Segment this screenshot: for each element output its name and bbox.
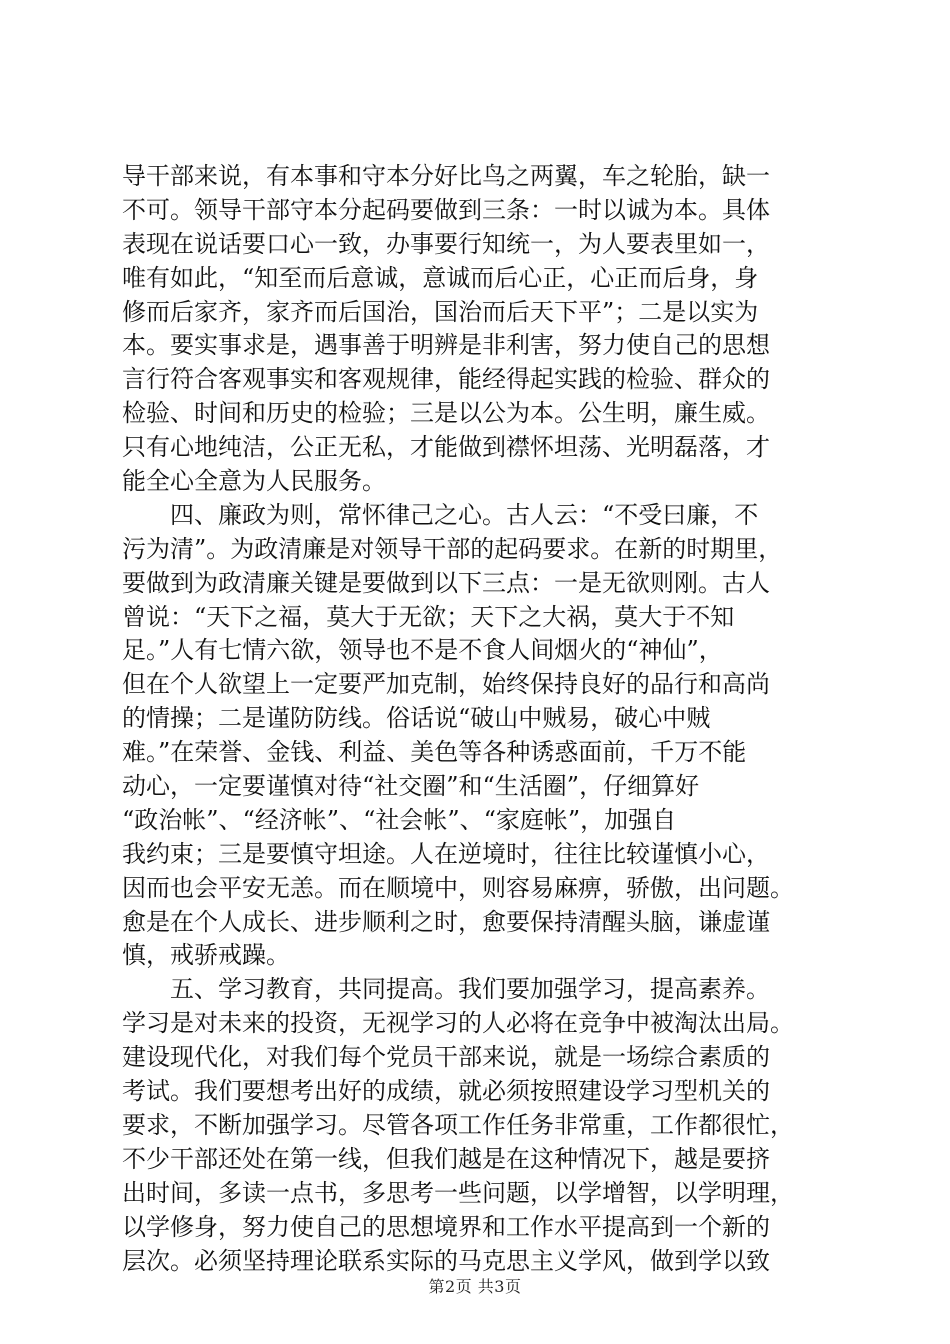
- text-line: 唯有如此，“知至而后意诚，意诚而后心正，心正而后身，身: [122, 263, 759, 292]
- text-line: 四、廉政为则，常怀律己之心。古人云：“不受曰廉，不: [122, 500, 759, 529]
- text-line: 以学修身，努力使自己的思想境界和工作水平提高到一个新的: [122, 1212, 770, 1241]
- text-line: 要做到为政清廉关键是要做到以下三点：一是无欲则刚。古人: [122, 568, 770, 597]
- text-line: 愈是在个人成长、进步顺利之时，愈要保持清醒头脑，谦虚谨: [122, 907, 770, 936]
- page-footer: 第2页 共3页: [428, 1277, 522, 1296]
- text-line: 但在个人欲望上一定要严加克制，始终保持良好的品行和高尚: [122, 670, 770, 699]
- text-line: 污为清”。为政清廉是对领导干部的起码要求。在新的时期里，: [122, 534, 783, 563]
- text-line: 只有心地纯洁，公正无私，才能做到襟怀坦荡、光明磊落，才: [122, 433, 770, 462]
- text-line: 我约束；三是要慎守坦途。人在逆境时，往往比较谨慎小心，: [122, 839, 770, 868]
- text-line: 五、学习教育，共同提高。我们要加强学习，提高素养。: [122, 975, 770, 1004]
- text-line: 不可。领导干部守本分起码要做到三条：一时以诚为本。具体: [122, 195, 770, 224]
- text-line: 因而也会平安无恙。而在顺境中，则容易麻痹，骄傲，出问题。: [122, 873, 794, 902]
- text-line: 检验、时间和历史的检验；三是以公为本。公生明，廉生威。: [122, 399, 770, 428]
- text-line: 学习是对未来的投资，无视学习的人必将在竞争中被淘汰出局。: [122, 1009, 794, 1038]
- text-line: 足。”人有七情六欲，领导也不是不食人间烟火的“神仙”，: [122, 636, 723, 665]
- body-text: [122, 160, 828, 1278]
- text-line: 的情操；二是谨防防线。俗话说“破山中贼易，破心中贼: [122, 704, 711, 733]
- text-line: 层次。必须坚持理论联系实际的马克思主义学风，做到学以致: [122, 1246, 770, 1275]
- text-line: 出时间，多读一点书，多思考一些问题，以学增智，以学明理，: [122, 1178, 794, 1207]
- text-line: 不少干部还处在第一线，但我们越是在这种情况下，越是要挤: [122, 1144, 770, 1173]
- text-line: 动心，一定要谨慎对待“社交圈”和“生活圈”，仔细算好: [122, 772, 700, 801]
- text-line: 考试。我们要想考出好的成绩，就必须按照建设学习型机关的: [122, 1077, 770, 1106]
- text-line: 要求，不断加强学习。尽管各项工作任务非常重，工作都很忙，: [122, 1110, 794, 1139]
- text-line: 本。要实事求是，遇事善于明辨是非利害，努力使自己的思想: [122, 331, 770, 360]
- text-line: 曾说：“天下之福，莫大于无欲；天下之大祸，莫大于不知: [122, 602, 735, 631]
- text-line: 言行符合客观事实和客观规律，能经得起实践的检验、群众的: [122, 365, 770, 394]
- text-line: 修而后家齐，家齐而后国治，国治而后天下平”；二是以实为: [122, 297, 759, 326]
- text-line: 表现在说话要口心一致，办事要行知统一，为人要表里如一，: [122, 229, 770, 258]
- text-line: 慎，戒骄戒躁。: [122, 941, 290, 970]
- text-line: 难。”在荣誉、金钱、利益、美色等各种诱惑面前，千万不能: [122, 738, 747, 767]
- text-line: “政治帐”、“经济帐”、“社会帐”、“家庭帐”，加强自: [122, 805, 677, 834]
- text-line: 能全心全意为人民服务。: [122, 467, 386, 496]
- text-line: 导干部来说，有本事和守本分好比鸟之两翼，车之轮胎，缺一: [122, 162, 770, 190]
- text-line: 建设现代化，对我们每个党员干部来说，就是一场综合素质的: [122, 1043, 770, 1072]
